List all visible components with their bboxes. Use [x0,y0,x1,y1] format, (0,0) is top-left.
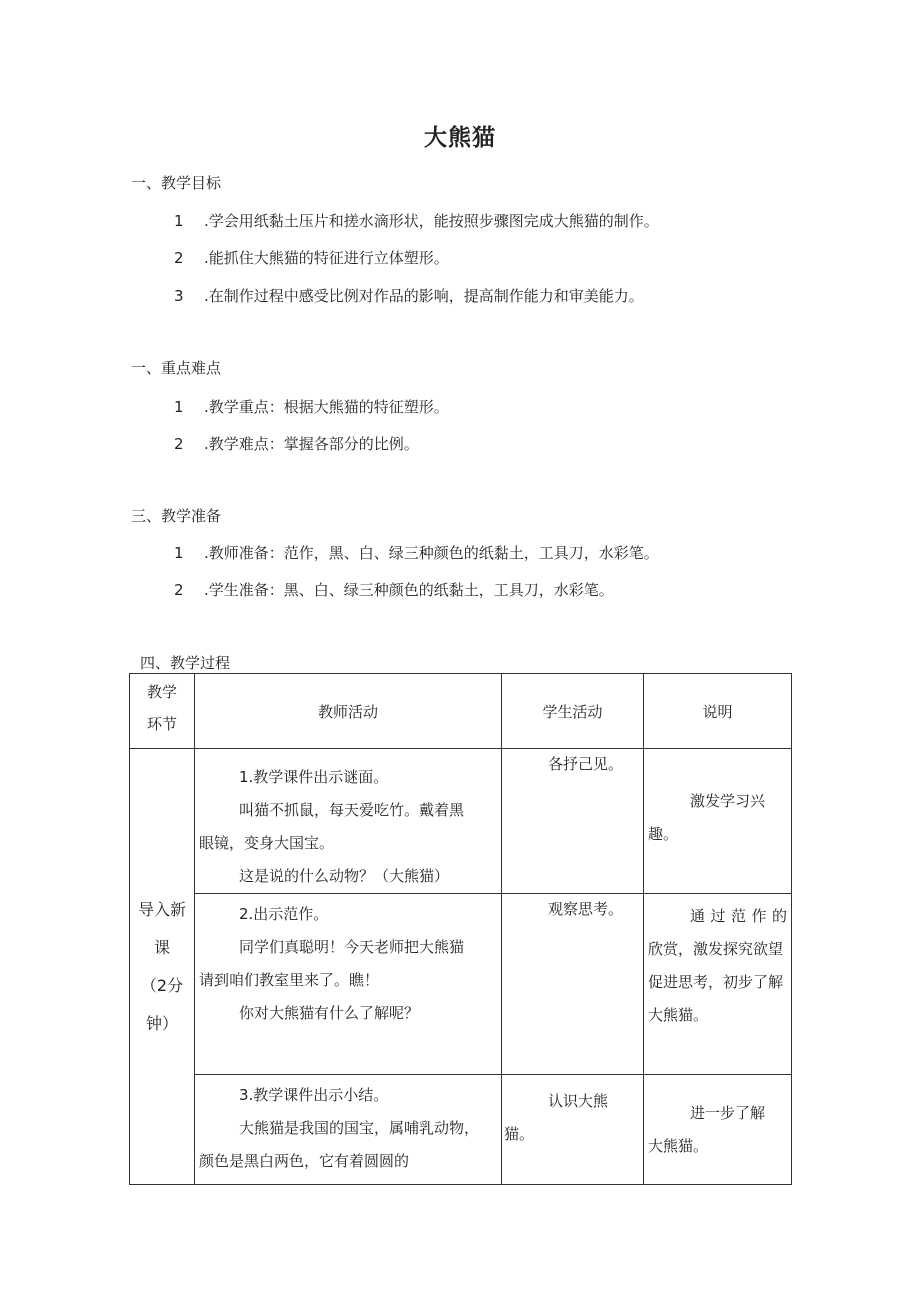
list-item [174,433,419,454]
col-header-section-line2: 环节 [146,715,177,733]
item-number: 1 [174,398,184,416]
page-title: 大熊猫 [424,125,496,151]
col-header-section-line1: 教学 [146,683,177,701]
process-table [129,673,792,1185]
teacher-line: 眼镜，变身大国宝。 [199,834,335,852]
table-header-row [130,674,792,749]
list-item [174,285,644,306]
item-text: .在制作过程中感受比例对作品的影响，提高制作能力和审美能力。 [204,287,644,305]
col-header-note: 说明 [644,674,792,749]
section-heading-objectives: 一、教学目标 [131,174,222,192]
teacher-line: 这是说的什么动物？（大熊猫） [239,867,450,885]
note-line: 趣。 [648,825,679,843]
section-label-line: 钟） [145,1013,178,1033]
col-header-student: 学生活动 [502,674,644,749]
col-header-section [130,674,195,749]
teacher-line: 请到咱们教室里来了。瞧！ [199,971,380,989]
note-line: 促进思考，初步了解 [648,973,784,991]
student-text: 观察思考。 [548,900,624,918]
student-activity-cell [502,1075,644,1185]
item-text: .教学难点：掌握各部分的比例。 [204,435,419,453]
student-line: 认识大熊 [548,1092,609,1110]
teacher-line: 2.出示范作。 [239,905,329,923]
teacher-activity-cell [195,894,502,1075]
section-heading-preparation: 三、教学准备 [131,507,222,525]
student-text: 各抒己见。 [548,755,624,773]
note-cell [644,894,792,1075]
section-label-line: 课 [153,937,170,957]
section-label-cell [130,749,195,1185]
teacher-line: 3.教学课件出示小结。 [239,1086,389,1104]
section-label-line: （2分 [140,975,184,995]
list-item [174,542,659,563]
teacher-line: 1.教学课件出示谜面。 [239,768,389,786]
teacher-line: 大熊猫是我国的国宝，属哺乳动物， [239,1119,480,1137]
teacher-line: 你对大熊猫有什么了解呢？ [239,1004,420,1022]
list-item [174,396,449,417]
student-line: 猫。 [504,1125,535,1143]
table-row [130,749,792,894]
table-row [130,1075,792,1185]
section-heading-key-points: 一、重点难点 [131,359,222,377]
item-text: .教师准备：范作，黑、白、绿三种颜色的纸黏土，工具刀，水彩笔。 [204,544,659,562]
teacher-line: 颜色是黑白两色，它有着圆圆的 [199,1152,410,1170]
item-number: 1 [174,544,184,562]
teacher-line: 同学们真聪明！今天老师把大熊猫 [239,938,465,956]
note-line: 大熊猫。 [648,1006,709,1024]
teacher-activity-cell [195,1075,502,1185]
note-line: 通过范作的 [690,907,787,925]
note-line: 大熊猫。 [648,1137,709,1155]
section-heading-process: 四、教学过程 [140,654,231,672]
table-row [130,894,792,1075]
student-activity-cell [502,749,644,894]
teacher-activity-cell [195,749,502,894]
item-number: 2 [174,435,184,453]
note-line: 激发学习兴 [690,792,766,810]
note-line: 进一步了解 [690,1104,766,1122]
item-number: 1 [174,212,184,230]
col-header-teacher: 教师活动 [195,674,502,749]
list-item [174,247,449,268]
item-text: .学会用纸黏土压片和搓水滴形状，能按照步骤图完成大熊猫的制作。 [204,212,659,230]
item-text: .教学重点：根据大熊猫的特征塑形。 [204,398,449,416]
note-cell [644,749,792,894]
item-text: .能抓住大熊猫的特征进行立体塑形。 [204,249,449,267]
item-text: .学生准备：黑、白、绿三种颜色的纸黏土，工具刀，水彩笔。 [204,581,614,599]
section-label-line: 导入新 [137,899,186,919]
note-cell [644,1075,792,1185]
item-number: 2 [174,581,184,599]
note-line: 欣赏，激发探究欲望 [648,940,784,958]
student-activity-cell [502,894,644,1075]
item-number: 3 [174,287,184,305]
item-number: 2 [174,249,184,267]
list-item [174,210,659,231]
teacher-line: 叫猫不抓鼠，每天爱吃竹。戴着黑 [239,801,465,819]
list-item [174,579,614,600]
